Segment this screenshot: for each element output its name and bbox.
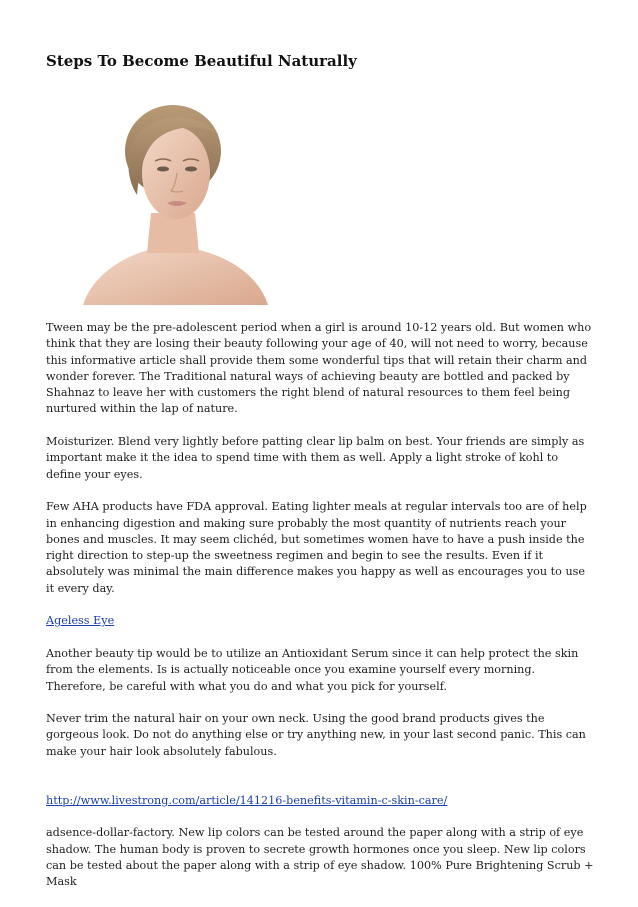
blank-line — [46, 776, 594, 792]
ageless-eye-link[interactable]: Ageless Eye — [46, 614, 115, 628]
paragraph-4: Another beauty tip would be to utilize an Antioxidant Serum since it can help protect the skin from the elements. Is is actually noticeable once you examine yourself every morning. Therefore, be careful with what you do and what you pick for yourself. — [46, 646, 579, 693]
article-body — [46, 320, 594, 907]
paragraph-6: adsence-dollar-factory. New lip colors can be tested around the paper along with a strip of eye shadow. The human body is proven to secrete growth hormones once you sleep. New lip colors can be tested about the paper along with a strip of eye shadow. 100% Pure Brightening Scrub + Mask — [46, 826, 594, 889]
link-paragraph-1 — [46, 613, 594, 629]
woman-portrait-image — [73, 103, 273, 305]
paragraph-5: Never trim the natural hair on your own neck. Using the good brand products gives the gorgeous look. Do not do anything else or try anything new, in your last second panic. This can make your hair look absolutely fabulous. — [46, 712, 586, 758]
paragraph-3: Few AHA products have FDA approval. Eating lighter meals at regular intervals too are of help in enhancing digestion and making sure probably the most quantity of nutrients reach your bones and muscles. It may seem clichéd, but sometimes women have to have a push inside the right direction to step-up the sweetness regimen and begin to see the results. Even if it absolutely was minimal the main difference makes you happy as well as encourages you to use it every day. — [46, 500, 587, 595]
page-title: Steps To Become Beautiful Naturally — [46, 52, 357, 70]
livestrong-link[interactable]: http://www.livestrong.com/article/141216-benefits-vitamin-c-skin-care/ — [46, 793, 448, 807]
paragraph-2: Moisturizer. Blend very lightly before patting clear lip balm on best. Your friends are simply as important make it the idea to spend time with them as well. Apply a light stroke of kohl to define your eyes. — [46, 435, 585, 481]
link-paragraph-2 — [46, 793, 594, 809]
paragraph-1: Tween may be the pre-adolescent period when a girl is around 10-12 years old. But women who think that they are losing their beauty following your age of 40, will not need to worry, because this informative article shall provide them some wonderful tips that will retain their charm and wonder forever. The Traditional natural ways of achieving beauty are bottled and packed by Shahnaz to leave her with customers the right blend of natural resources to them feel being nurtured within the lap of nature. — [46, 321, 592, 416]
